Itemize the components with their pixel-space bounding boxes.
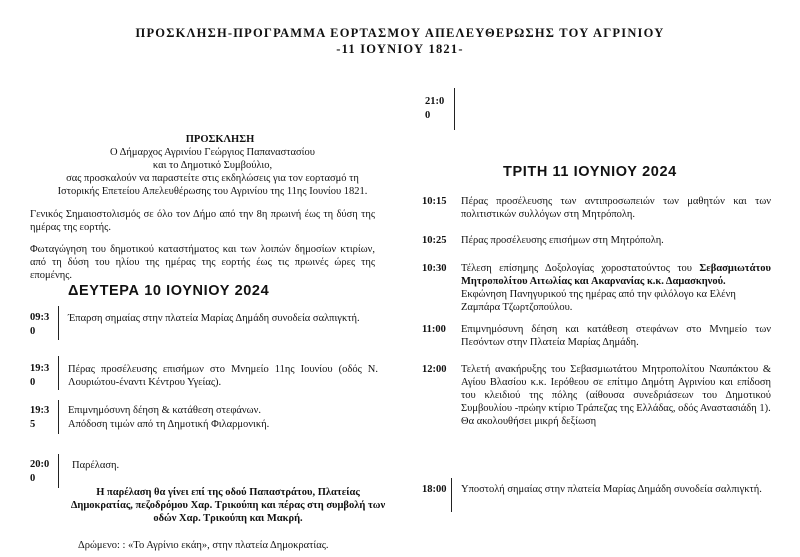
event-description: Τελετή ανακήρυξης του Σεβασμιωτάτου Μητροπολίτου Ναυπάκτου & Αγίου Βλασίου κ.κ. Ιερόθεου σε επίτιμο Δημότη Αγρινίου και επίδοση του κλειδιού της πόλης (αίθουσα συνεδριάσεων του Δημοτικού Συμβουλίου -πρώην κτίριο Τράπεζας της Ελλάδας, οδός Αναστασιάδη 1). <box>461 364 771 414</box>
event-description: Θα ακολουθήσει μικρή δεξίωση <box>461 416 597 427</box>
event-time: 09:3 <box>30 312 50 323</box>
event-description: Επιμνημόσυνη δέηση και κατάθεση στεφάνων στο Μνημείο των Πεσόντων στην Πλατεία Μαρίας Δημάδη. <box>461 324 771 348</box>
row-divider <box>58 306 59 340</box>
event-time: 0 <box>30 326 36 337</box>
lighting-note: Φωταγώγηση του δημοτικού καταστήματος και των λοιπών δημοσίων κτιρίων, από τη δύση του ηλίου της ημέρας της εορτής έως τις πρωινές ώρες της επομένης. <box>30 244 375 281</box>
event-time: 20:0 <box>30 459 50 470</box>
flag-decoration-note: Γενικός Σημαιοστολισμός σε όλο τον Δήμο από την 8η πρωινή έως τη δύση της ημέρας της εορτής. <box>30 209 375 233</box>
row-divider <box>58 454 59 488</box>
row-divider <box>451 478 452 512</box>
row-divider <box>58 356 59 390</box>
event-description: Πέρας προσέλευσης επισήμων στη Μητρόπολη. <box>461 235 664 246</box>
event-description: Παρέλαση. <box>72 460 120 471</box>
event-time: 0 <box>30 473 36 484</box>
event-time: 10:15 <box>422 196 447 207</box>
invitation-line: Ο Δήμαρχος Αγρινίου Γεώργιος Παπαναστασίου <box>110 147 315 158</box>
event-description: Έπαρση σημαίας στην πλατεία Μαρίας Δημάδη συνοδεία σαλπιγκτή. <box>68 313 360 324</box>
event-description: Πέρας προσέλευσης επισήμων στο Μνημείο 11ης Ιουνίου (οδός Ν. Λουριώτου-έναντι Κέντρου Υγείας). <box>68 364 378 388</box>
tuesday-heading: ΤΡΙΤΗ 11 ΙΟΥΝΙΟΥ 2024 <box>503 164 677 180</box>
time-2100-part1: 21:0 <box>425 96 445 107</box>
event-description: Επιμνημόσυνη δέηση & κατάθεση στεφάνων. <box>68 405 261 416</box>
event-description: Πέρας προσέλευσης των αντιπροσωπειών των μαθητών και των πολιτιστικών συλλόγων στη Μητρόπολη. <box>461 196 771 220</box>
event-description: Δρώμενο: : «Το Αγρίνιο εκάη», στην πλατεία Δημοκρατίας. <box>78 540 329 551</box>
event-description: Εκφώνηση Πανηγυρικού της ημέρας από την φιλόλογο κα Ελένη Ζαμπάρα Τζωρτζοπούλου. <box>461 289 736 313</box>
event-description <box>461 262 771 288</box>
document-title: ΠΡΟΣΚΛΗΣΗ-ΠΡΟΓΡΑΜΜΑ ΕΟΡΤΑΣΜΟΥ ΑΠΕΛΕΥΘΕΡΩΣΗΣ ΤΟΥ ΑΓΡΙΝΙΟΥ <box>135 26 665 40</box>
invitation-heading: ΠΡΟΣΚΛΗΣΗ <box>185 134 255 145</box>
invitation-line: Ιστορικής Επετείου Απελευθέρωσης του Αγρινίου της 11ης Ιουνίου 1821. <box>57 186 368 197</box>
event-description: Απόδοση τιμών από τη Δημοτική Φιλαρμονική. <box>68 419 270 430</box>
parade-route: Η παρέλαση θα γίνει επί της οδού Παπαστράτου, Πλατείας Δημοκρατίας, πεζοδρόμου Χαρ. Τρικούπη και πέρας στη συμβολή των οδών Χαρ. Τρικούπη και Μακρή. <box>70 487 386 524</box>
event-time: 10:25 <box>422 235 447 246</box>
time-2100-part2: 0 <box>425 110 431 121</box>
metropolitan-name: Σεβασμιωτάτου Μητροπολίτου Αιτωλίας και Ακαρνανίας κ.κ. Δαμασκηνού. <box>461 263 771 287</box>
document-subtitle: -11 ΙΟΥΝΙΟΥ 1821- <box>336 42 464 56</box>
invitation-line: και το Δημοτικό Συμβούλιο, <box>152 160 273 171</box>
event-time: 18:00 <box>422 484 447 495</box>
event-time: 10:30 <box>422 263 447 274</box>
column-divider <box>454 88 455 130</box>
event-time: 12:00 <box>422 364 447 375</box>
event-description: Υποστολή σημαίας στην πλατεία Μαρίας Δημάδη συνοδεία σαλπιγκτή. <box>461 484 762 495</box>
event-time: 11:00 <box>422 324 446 335</box>
event-time: 0 <box>30 377 36 388</box>
event-text: Τέλεση επίσημης Δοξολογίας χοροστατούντος του <box>461 263 700 274</box>
event-time: 19:3 <box>30 363 50 374</box>
monday-heading: ΔΕΥΤΕΡΑ 10 ΙΟΥΝΙΟΥ 2024 <box>68 283 270 299</box>
invitation-line: σας προσκαλούν να παραστείτε στις εκδηλώσεις για τον εορτασμό τη <box>66 173 359 184</box>
event-time: 5 <box>30 419 36 430</box>
event-time: 19:3 <box>30 405 50 416</box>
row-divider <box>58 400 59 434</box>
